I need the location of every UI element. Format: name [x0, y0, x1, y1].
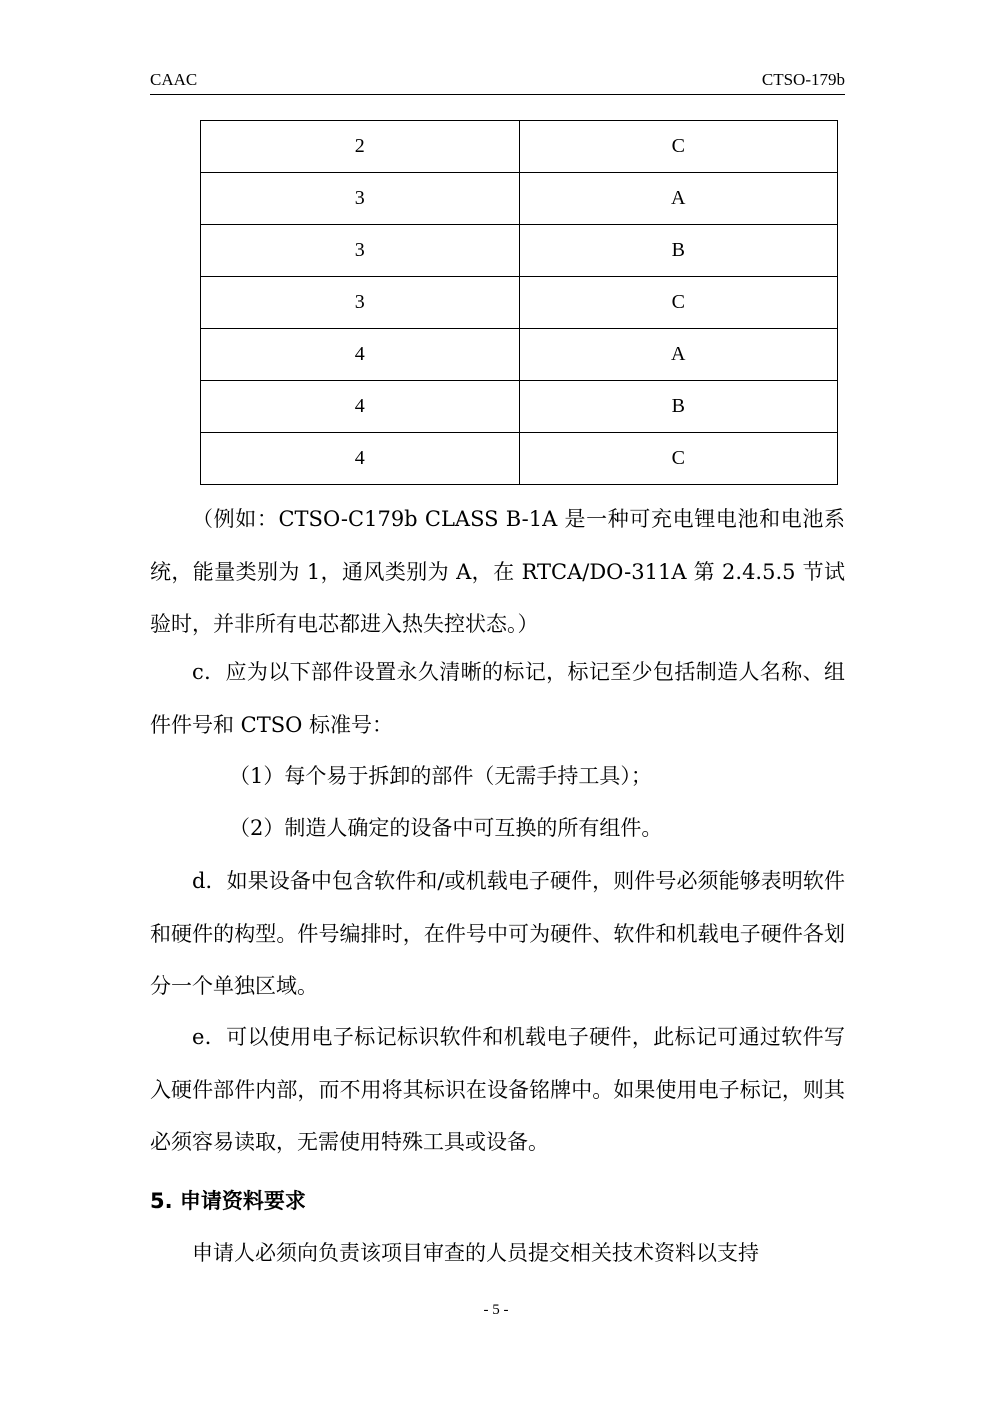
table-row: [201, 329, 838, 381]
list-item-2: （2）制造人确定的设备中可互换的所有组件。: [229, 816, 663, 840]
table-cell-energy: 4: [201, 381, 520, 433]
section-5-heading: 5. 申请资料要求: [150, 1189, 306, 1213]
table-cell-vent: A: [519, 329, 838, 381]
class-table: [200, 120, 838, 485]
header-left-text: CAAC: [150, 70, 198, 89]
paragraph-d: d．如果设备中包含软件和/或机载电子硬件，则件号必须能够表明软件和硬件的构型。件号编排时，在件号中可为硬件、软件和机载电子硬件各划分一个单独区域。: [150, 869, 845, 998]
table-cell-energy: 3: [201, 277, 520, 329]
list-item-1: （1）每个易于拆卸的部件（无需手持工具）；: [229, 764, 652, 788]
table-cell-vent: C: [519, 433, 838, 485]
table-cell-energy: 4: [201, 329, 520, 381]
paragraph-e: e．可以使用电子标记标识软件和机载电子硬件，此标记可通过软件写入硬件部件内部，而不用将其标识在设备铭牌中。如果使用电子标记，则其必须容易读取，无需使用特殊工具或设备。: [150, 1025, 845, 1154]
table-cell-vent: B: [519, 225, 838, 277]
table-cell-energy: 4: [201, 433, 520, 485]
table-row: [201, 121, 838, 173]
section-5-paragraph: 申请人必须向负责该项目审查的人员提交相关技术资料以支持: [192, 1241, 759, 1265]
paragraph-c: c．应为以下部件设置永久清晰的标记，标记至少包括制造人名称、组件件号和 CTSO 标准号：: [150, 660, 845, 737]
page-number: - 5 -: [483, 1302, 509, 1318]
table-cell-vent: B: [519, 381, 838, 433]
example-note-paragraph: （例如：CTSO-C179b CLASS B-1A 是一种可充电锂电池和电池系统，能量类别为 1，通风类别为 A，在 RTCA/DO-311A 第 2.4.5.5 节试验时，并非所有电芯都进入热失控状态。）: [150, 507, 845, 636]
table-cell-energy: 3: [201, 225, 520, 277]
header-right-text: CTSO-179b: [761, 70, 845, 89]
table-row: [201, 277, 838, 329]
table-cell-vent: C: [519, 121, 838, 173]
table-row: [201, 225, 838, 277]
table-row: [201, 173, 838, 225]
table-cell-vent: C: [519, 277, 838, 329]
class-table-body: [201, 121, 838, 485]
table-row: [201, 381, 838, 433]
table-cell-energy: 2: [201, 121, 520, 173]
table-cell-vent: A: [519, 173, 838, 225]
page-header: [150, 68, 845, 95]
table-cell-energy: 3: [201, 173, 520, 225]
table-row: [201, 433, 838, 485]
